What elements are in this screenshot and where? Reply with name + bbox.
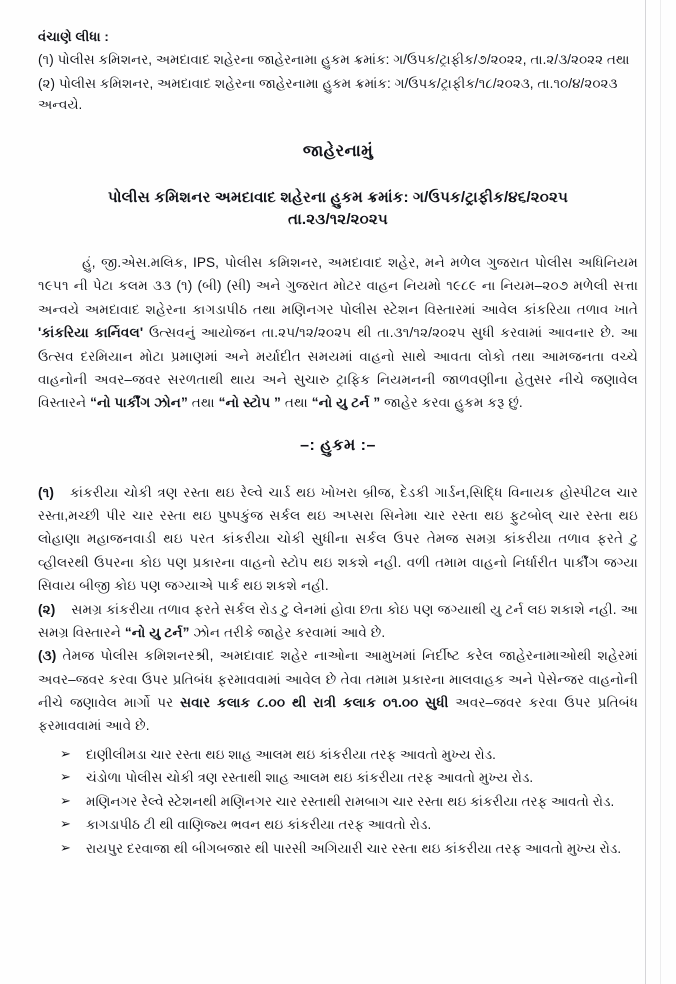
road-label: ચંડોળા પોલીસ ચોકી ત્રણ રસ્તાથી શાહ આલમ થઇ કાંકરીયા તરફ આવતો મુખ્ય રોડ. bbox=[86, 770, 534, 786]
clause-3-time-window-emphasis: સવાર કલાક ૮.૦૦ થી રાત્રી કલાક ૦૧.૦૦ સુધી bbox=[180, 695, 449, 710]
clause-2-no-u-turn-emphasis: “નો યુ ટર્ન” bbox=[124, 624, 190, 640]
arrowhead-bullet-icon: ➢ bbox=[60, 770, 71, 786]
main-paragraph-seg-2: ઉત્સવનું આયોજન તા.૨૫/૧૨/૨૦૨૫ થી તા.૩૧/૧૨/૨૦૨૫ સુધી કરવામાં આવનાર છે. આ ઉત્સવ દરમિયાન મોટા પ્રમાણમાં અને મર્યાદીત સમયમાં વાહનો સાથે આવતા લોકો તથા આમજનતા વચ્ચે વાહનોની અવર–જવર સરળતાથી થાય અને સુચારુ ટ્રાફિક નિયમનની જાળવણીના હેતુસર નીચે જણાવેલ વિસ્તારને bbox=[38, 325, 638, 411]
restricted-roads-list bbox=[38, 744, 638, 861]
main-paragraph-seg-4: તથા bbox=[280, 395, 312, 411]
list-item bbox=[60, 791, 638, 814]
list-item bbox=[60, 838, 638, 861]
preamble-item-1: (૧) પોલીસ કમિશનર, અમદાવાદ શહેરના જાહેરનામા હુકમ ક્રમાંક: ગ/ઉપક/ટ્રાફીક/૭/૨૦૨૨, તા.૨/૩/૨૦૨૨ તથા bbox=[38, 51, 630, 67]
preamble-heading: વંચાણે લીધા : bbox=[38, 29, 109, 44]
arrowhead-bullet-icon: ➢ bbox=[60, 746, 71, 762]
arrowhead-bullet-icon: ➢ bbox=[60, 817, 71, 833]
main-paragraph-seg-1: હું, જી.એસ.મલિક, IPS, પોલીસ કમિશનર, અમદાવાદ શહેર, મને મળેલ ગુજરાત પોલીસ અધિનિયમ ૧૯૫૧ ની પેટા કલમ ૩૩ (૧) (બી) (સી) અને ગુજરાત મોટર વાહન નિયમો ૧૯૮૯ ના નિયમ–૨૦૭ મળેલી સત્તા અન્વયે અમદાવાદ શહેરના કાગડાપીઠ તથા મણિનગર પોલીસ સ્ટેશન વિસ્તારમાં આવેલ કાંકરિયા તળાવ ખાતે bbox=[38, 255, 638, 317]
list-item bbox=[60, 744, 638, 767]
main-paragraph bbox=[38, 251, 638, 415]
carnival-name-emphasis: 'કાંકરિયા કાર્નિવલ' bbox=[38, 325, 144, 341]
road-label: મણિનગર રેલ્વે સ્ટેશનથી મણિનગર ચાર રસ્તાથી રામબાગ ચાર રસ્તા થઇ કાંકરીયા તરફ આવતો રોડ. bbox=[86, 793, 615, 809]
clause-2-text-seg-1: સમગ્ર કાંકરીયા તળાવ ફરતે સર્કલ રોડ ટુ લેનમાં હોવા છતા કોઇ પણ જગ્યાથી યુ ટર્ન લઇ શકાશે નહી. આ સમગ્ર વિસ્તારને bbox=[38, 601, 638, 640]
document-content bbox=[38, 30, 638, 861]
clause-1-text: કાંકરીયા ચોકી ત્રણ રસ્તા થઇ રેલ્વે ચાર્ડ થઇ ખોખરા બ્રીજ, દેડકી ગાર્ડન,સિદ્ધિ વિનાયક હોસ્પીટલ ચાર રસ્તા,મચ્છી પીર ચાર રસ્તા થઇ પુષ્પકુંજ સર્કલ થઇ અપ્સરા સિનેમા ચાર રસ્તા થઇ ફુટબોલ્ ચાર રસ્તા થઇ લોહાણા મહાજનવાડી થઇ પરત કાંકરીયા ચોકી સુધીના સર્કલ ઉપર તેમજ સમગ્ર કાંકરીયા તળાવ ફરતે ટુ વ્હીલરથી ઉપરના કોઇ પણ પ્રકારના વાહનો સ્ટોપ થઇ શકશે નહી. વળી તમામ વાહનો નિર્ધારીત પાર્કીંગ જગ્યા સિવાય બીજી કોઇ પણ જગ્યાએ પાર્ક થઇ શકશે નહી. bbox=[38, 484, 638, 594]
clause-3-text-seg-1: તેમજ પોલીસ કમિશનરશ્રી, અમદાવાદ શહેર નાઓના આમુખમાં નિર્દીષ્ટ કરેલ જાહેરનામાઓથી શહેરમાં અવર–જવર કરવા ઉપર પ્રતિબંધ ફરમાવવામાં આવેલ છે તેવા તમામ પ્રકારના માલવાહક અને પેસેન્જર વાહનોની નીચે જણાવેલ માર્ગો પર bbox=[38, 648, 638, 710]
arrowhead-bullet-icon: ➢ bbox=[60, 840, 71, 856]
no-parking-zone-emphasis: “નો પાર્કીંગ ઝોન” bbox=[90, 395, 188, 411]
clause-3-text-seg-2: અવર–જવર કરવા ઉપર પ્રતિબંધ ફરમાવવામાં આવે છે. bbox=[38, 695, 638, 734]
list-item bbox=[60, 814, 638, 837]
order-date-line: તા.૨૩/૧૨/૨૦૨૫ bbox=[288, 211, 388, 228]
scan-artifact-line bbox=[645, 0, 646, 984]
main-paragraph-seg-5: જાહેર કરવા હુકમ કરૂ છું. bbox=[380, 395, 523, 411]
clause-1-number: (૧) bbox=[38, 484, 55, 500]
clause-3-number: (૩) bbox=[38, 648, 57, 664]
clause-2-number: (૨) bbox=[38, 601, 56, 617]
preamble-item-2: (૨) પોલીસ કમિશનર, અમદાવાદ શહેરના જાહેરનામા હુકમ ક્રમાંક: ગ/ઉપક/ટ્રાફીક/૧૮/૨૦૨૩, તા.૧૦/૪/૨૦૨૩ અન્વયે. bbox=[38, 75, 618, 113]
clause-2-text-seg-2: ઝોન તરીકે જાહેર કરવામાં આવે છે. bbox=[189, 624, 386, 640]
page-title: જાહેરનામું bbox=[302, 141, 374, 160]
road-label: દાણીલીમડા ચાર રસ્તા થઇ શાહ આલમ થઇ કાંકરીયા તરફ આવતો મુખ્ય રોડ. bbox=[86, 746, 496, 762]
main-paragraph-seg-3: તથા bbox=[187, 395, 219, 411]
arrowhead-bullet-icon: ➢ bbox=[60, 793, 71, 809]
no-u-turn-emphasis: “નો યુ ટર્ન ” bbox=[311, 395, 381, 411]
clause-1 bbox=[38, 481, 638, 598]
road-label: રાયપુર દરવાજા થી બીગબજાર થી પારસી અગિયારી ચાર રસ્તા થઇ કાંકરીયા તરફ આવતો મુખ્ય રોડ. bbox=[86, 840, 622, 856]
scan-artifact-line-secondary bbox=[660, 0, 661, 984]
order-number-line: પોલીસ કમિશનર અમદાવાદ શહેરના હુકમ ક્રમાંક: ગ/ઉપક/ટ્રાફીક/૪૬/૨૦૨૫ bbox=[107, 188, 569, 206]
road-label: કાગડાપીઠ ટી થી વાણિજ્ય ભવન થઇ કાંકરીયા તરફ આવતો રોડ. bbox=[86, 817, 432, 833]
list-item bbox=[60, 767, 638, 790]
no-stop-emphasis: “નો સ્ટોપ ” bbox=[218, 395, 281, 411]
clause-2 bbox=[38, 598, 638, 645]
clause-3 bbox=[38, 644, 638, 738]
order-section-heading: –: હુકમ :– bbox=[300, 436, 376, 454]
